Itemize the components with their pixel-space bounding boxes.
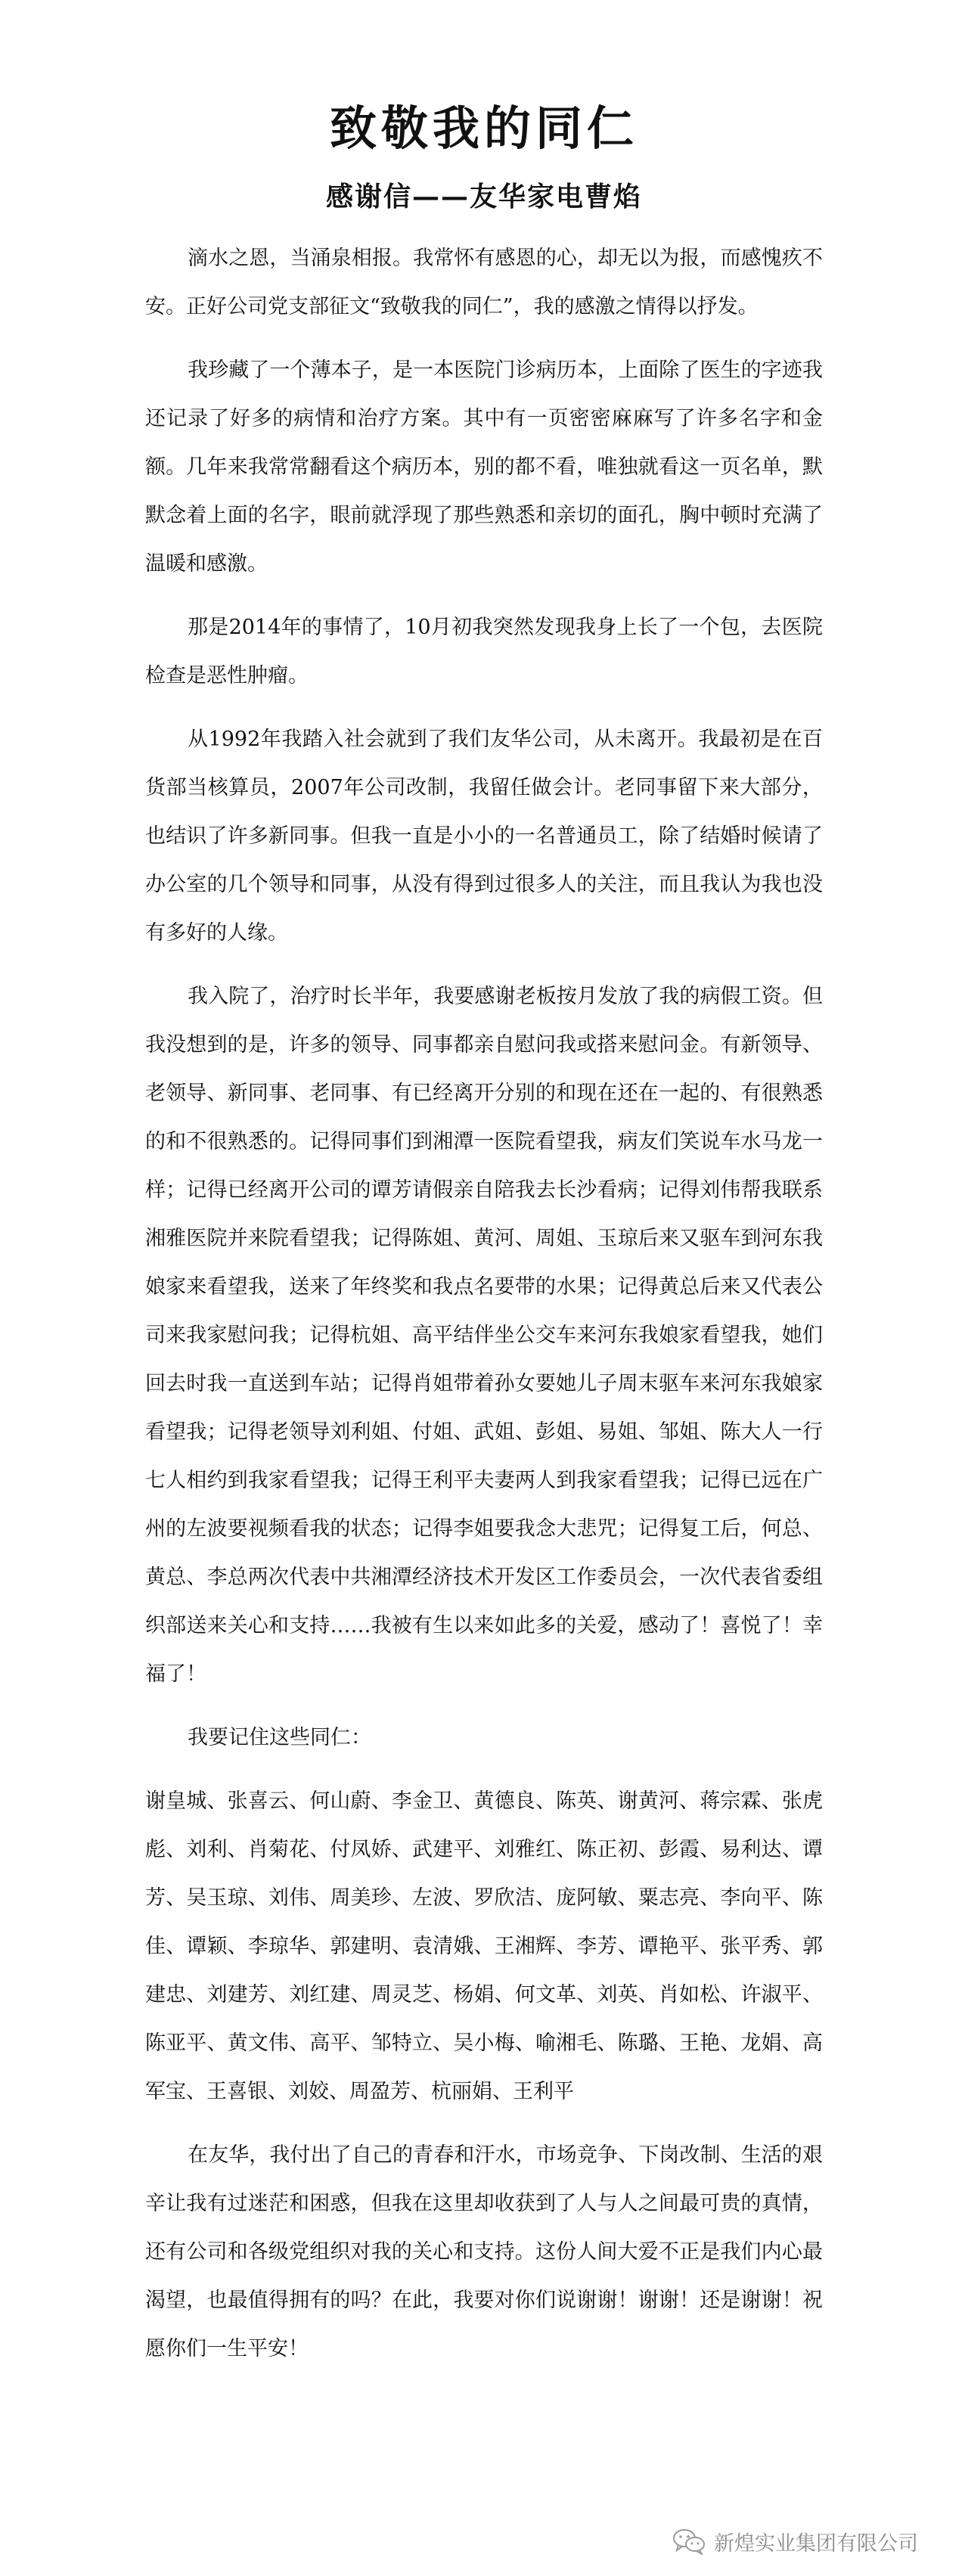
watermark-text: 新煌实业集团有限公司 [714, 2531, 918, 2556]
paragraph-diagnosis: 那是2014年的事情了，10月初我突然发现我身上长了一个包，去医院检查是恶性肿瘤。 [145, 616, 823, 687]
page-title: 致敬我的同仁 [329, 101, 638, 156]
page-subtitle: 感谢信——友华家电曹焰 [325, 181, 642, 213]
paragraph-notebook: 我珍藏了一个薄本子，是一本医院门诊病历本，上面除了医生的字迹我还记录了好多的病情和治疗方案。其中有一页密密麻麻写了许多名字和金额。几年来我常常翻看这个病历本，别的都不看，唯独就看这一页名单，默默念着上面的名字，眼前就浮现了那些熟悉和亲切的面孔，胸中顿时充满了温暖和感激。 [145, 358, 823, 576]
paragraph-name-list: 谢皇城、张喜云、何山蔚、李金卫、黄德良、陈英、谢黄河、蒋宗霖、张虎彪、刘利、肖菊花、付凤娇、武建平、刘雅红、陈正初、彭霞、易利达、谭芳、吴玉琼、刘伟、周美珍、左波、罗欣洁、庞阿敏、粟志亮、李向平、陈佳、谭颖、李琼华、郭建明、袁清娥、王湘辉、李芳、谭艳平、张平秀、郭建忠、刘建芳、刘红建、周灵芝、杨娟、何文革、刘英、肖如松、许淑平、陈亚平、黄文伟、高平、邹特立、吴小梅、喻湘毛、陈璐、王艳、龙娟、高军宝、王喜银、刘姣、周盈芳、杭丽娟、王利平 [145, 1789, 823, 2103]
paragraph-support: 我入院了，治疗时长半年，我要感谢老板按月发放了我的病假工资。但我没想到的是，许多的领导、同事都亲自慰问我或搭来慰问金。有新领导、老领导、新同事、老同事、有已经离开分别的和现在还在一起的、有很熟悉的和不很熟悉的。记得同事们到湘潭一医院看望我，病友们笑说车水马龙一样；记得已经离开公司的谭芳请假亲自陪我去长沙看病；记得刘伟帮我联系湘雅医院并来院看望我；记得陈姐、黄河、周姐、玉琼后来又驱车到河东我娘家来看望我，送来了年终奖和我点名要带的水果；记得黄总后来又代表公司来我家慰问我；记得杭姐、高平结伴坐公交车来河东我娘家看望我，她们回去时我一直送到车站；记得肖姐带着孙女要她儿子周末驱车来河东我娘家看望我；记得老领导刘利姐、付姐、武姐、彭姐、易姐、邹姐、陈大人一行七人相约到我家看望我；记得王利平夫妻两人到我家看望我；记得已远在广州的左波要视频看我的状态；记得李姐要我念大悲咒；记得复工后，何总、黄总、李总两次代表中共湘潭经济技术开发区工作委员会，一次代表省委组织部送来关心和支持……我被有生以来如此多的关爱，感动了！喜悦了！幸福了！ [145, 985, 823, 1686]
wechat-icon [672, 2528, 706, 2555]
source-watermark [672, 2525, 918, 2558]
paragraph-closing: 在友华，我付出了自己的青春和汗水，市场竞争、下岗改制、生活的艰辛让我有过迷茫和困惑，但我在这里却收获到了人与人之间最可贵的真情，还有公司和各级党组织对我的关心和支持。这份人间大爱不正是我们内心最渴望，也最值得拥有的吗？在此，我要对你们说谢谢！谢谢！还是谢谢！祝愿你们一生平安！ [145, 2143, 823, 2360]
paragraph-career: 从1992年我踏入社会就到了我们友华公司，从未离开。我最初是在百货部当核算员，2007年公司改制，我留任做会计。老同事留下来大部分，也结识了许多新同事。但我一直是小小的一名普通员工，除了结婚时候请了办公室的几个领导和同事，从没有得到过很多人的关注，而且我认为我也没有多好的人缘。 [145, 728, 823, 945]
letter-body [145, 234, 823, 2388]
paragraph-remember: 我要记住这些同仁： [188, 1726, 371, 1749]
paragraph-gratitude: 滴水之恩，当涌泉相报。我常怀有感恩的心，却无以为报，而感愧疚不安。正好公司党支部征文“致敬我的同仁”，我的感激之情得以抒发。 [145, 247, 823, 318]
